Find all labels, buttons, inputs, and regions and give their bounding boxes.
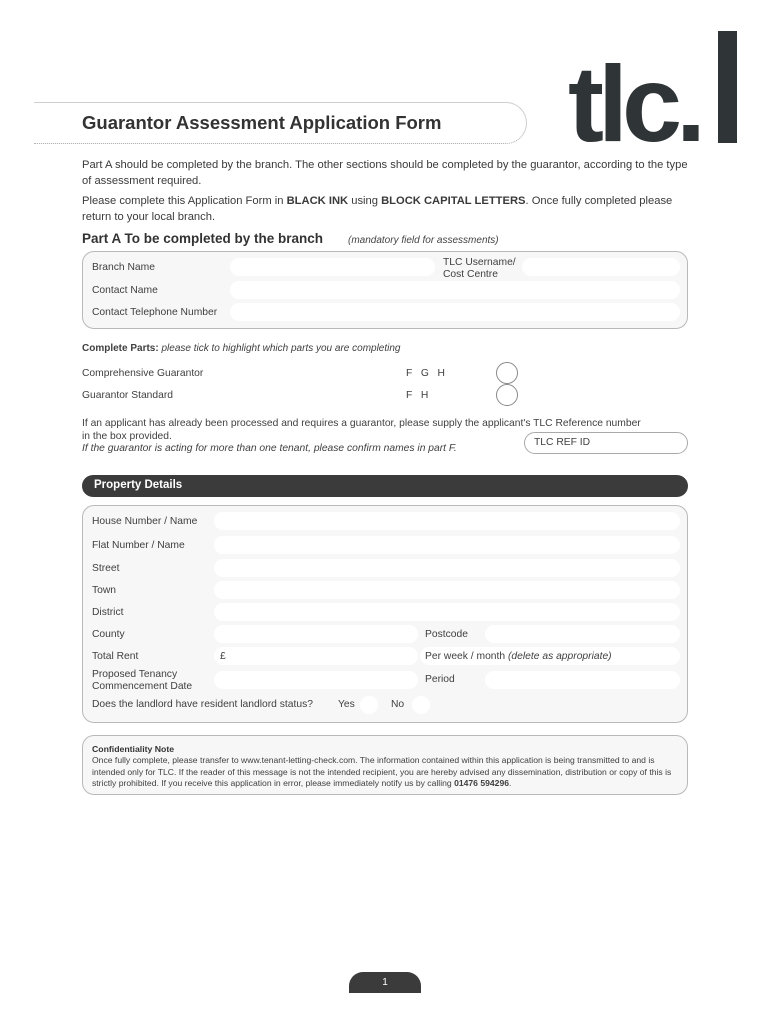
tenancy-date-field[interactable] [214,671,418,689]
postcode-label: Postcode [425,629,468,640]
postcode-field[interactable] [485,625,680,643]
tlc-logo: tlc. [568,43,701,164]
contact-name-field[interactable] [230,281,680,299]
tlc-username-label: TLC Username/ Cost Centre [443,257,516,280]
confidentiality-text: Once fully complete, please transfer to www.tenant-letting-check.com. The information contained within this application is being transmitted to and is intended only for TLC. If the reader of this message is not the intended recipient, you are hereby advised any dissemination, distribution or copy of this is strictly prohibited. If you receive this application in error, please immediately notify us by calling 01476 594296. [92,755,672,789]
tlc-username-field[interactable] [522,258,680,276]
comprehensive-guarantor-label: Comprehensive Guarantor [82,368,204,379]
period-label: Period [425,674,455,685]
street-label: Street [92,563,120,574]
total-rent-label: Total Rent [92,651,139,662]
contact-phone-label: Contact Telephone Number [92,307,218,318]
intro-paragraph-1: Part A should be completed by the branch. The other sections should be completed by the guarantor, according to the type of assessment required. [82,159,688,187]
comprehensive-guarantor-tick[interactable] [496,362,518,384]
house-label: House Number / Name [92,516,198,527]
county-label: County [92,629,125,640]
complete-parts-label: Complete Parts: please tick to highlight which parts you are completing [82,343,401,354]
guarantor-standard-tick[interactable] [496,384,518,406]
standard-parts-label: F H [406,390,429,401]
page-number: 1 [382,977,388,988]
period-field[interactable] [485,671,680,689]
district-field[interactable] [214,603,680,621]
tlc-logo-bar [718,31,737,143]
landlord-status-question: Does the landlord have resident landlord status? [92,699,313,710]
tenancy-date-label: Proposed Tenancy Commencement Date [92,669,193,692]
contact-phone-field[interactable] [230,303,680,321]
currency-symbol: £ [220,651,226,662]
property-details-title: Property Details [94,479,183,491]
contact-name-label: Contact Name [92,285,158,296]
district-label: District [92,607,124,618]
no-label: No [391,699,405,710]
confidentiality-title: Confidentiality Note [92,744,175,754]
yes-label: Yes [338,699,355,710]
flat-label: Flat Number / Name [92,540,185,551]
per-week-month-label: Per week / month (delete as appropriate) [425,651,612,662]
town-field[interactable] [214,581,680,599]
tlc-ref-id-label: TLC REF ID [534,437,591,448]
no-option[interactable] [412,696,430,714]
county-field[interactable] [214,625,418,643]
comprehensive-parts-label: F G H [406,368,445,379]
guarantor-standard-label: Guarantor Standard [82,390,174,401]
yes-option[interactable] [360,696,378,714]
flat-field[interactable] [214,536,680,554]
branch-name-field[interactable] [230,258,435,276]
part-a-note: (mandatory field for assessments) [348,235,499,246]
total-rent-field[interactable] [214,647,418,665]
street-field[interactable] [214,559,680,577]
town-label: Town [92,585,117,596]
branch-name-label: Branch Name [92,262,155,273]
part-a-heading: Part A To be completed by the branch [82,231,324,246]
tlc-ref-italic-note: If the guarantor is acting for more than one tenant, please confirm names in part F. [82,443,457,454]
page-title: Guarantor Assessment Application Form [82,112,442,133]
house-field[interactable] [214,512,680,530]
intro-paragraph-2: Please complete this Application Form in BLACK INK using BLOCK CAPITAL LETTERS. Once fully completed please return to your local branch. [82,195,673,223]
tlc-ref-instructions: If an applicant has already been processed and requires a guarantor, please supply the applicant's TLC Reference number in the box provided. [82,418,641,442]
